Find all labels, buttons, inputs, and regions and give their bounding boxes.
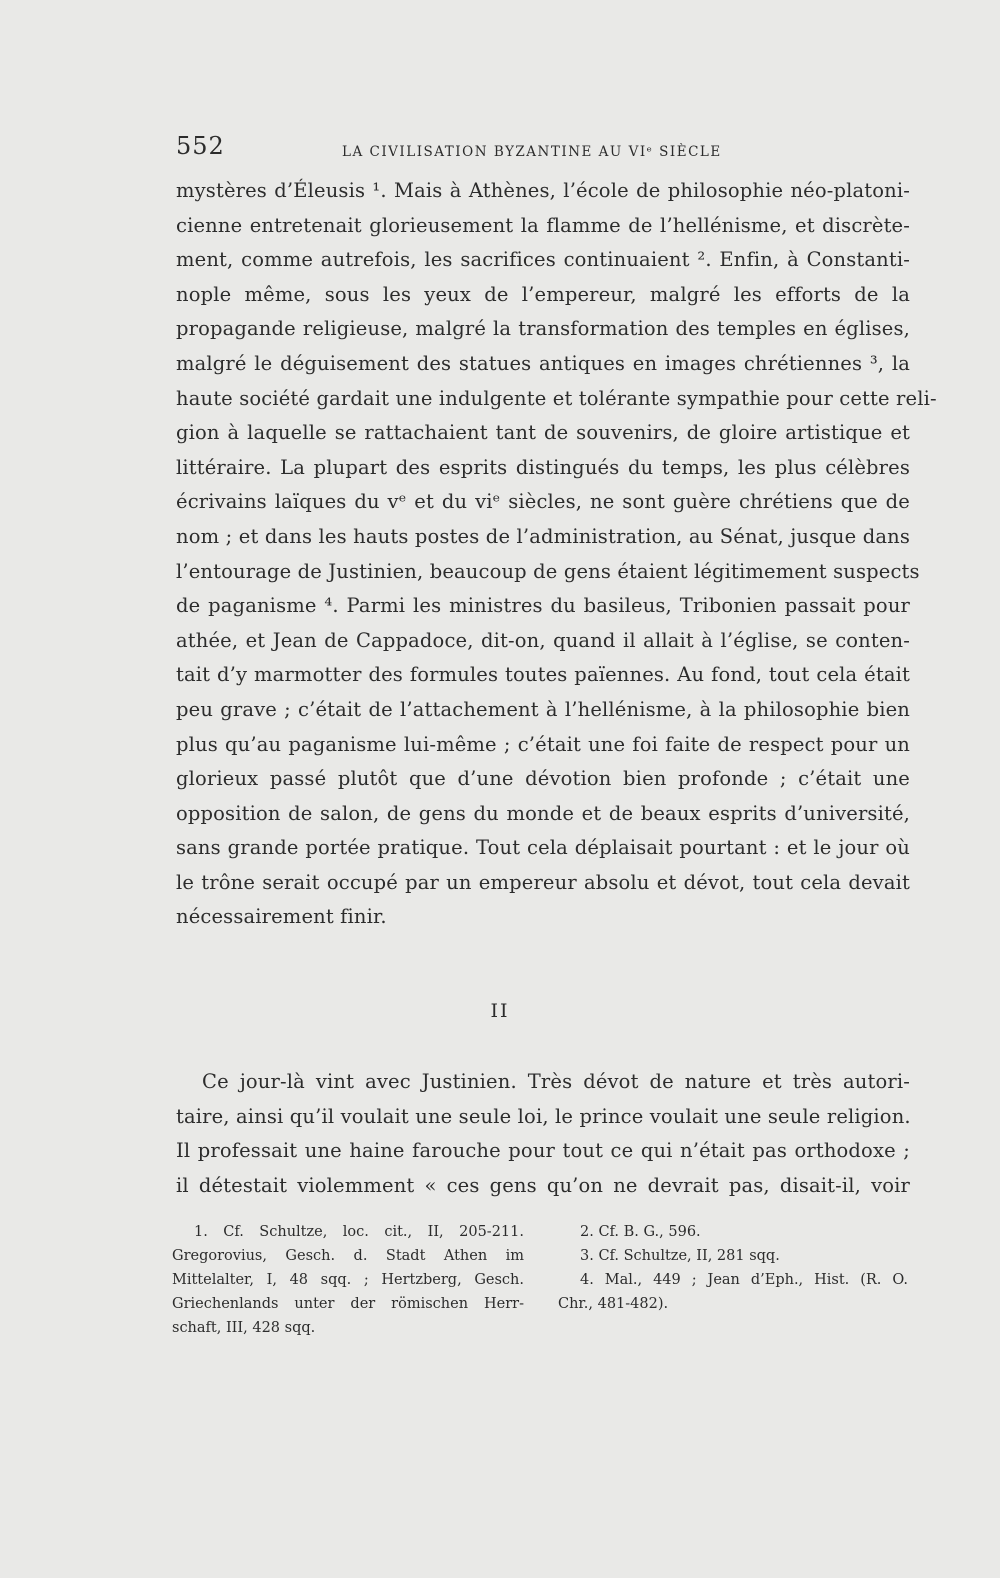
- text-line: cienne entretenait glorieusement la flamme de l’hellénisme, et discrète-: [176, 213, 910, 237]
- text-line: opposition de salon, de gens du monde et de beaux esprits d’université,: [176, 801, 910, 825]
- text-line: malgré le déguisement des statues antiques en images chrétiennes ³, la: [176, 351, 910, 375]
- text-line: ment, comme autrefois, les sacrifices continuaient ². Enfin, à Constanti-: [176, 248, 910, 272]
- text-line: l’entourage de Justinien, beaucoup de gens étaient légitimement suspects: [176, 559, 920, 583]
- text-line: de paganisme ⁴. Parmi les ministres du basileus, Tribonien passait pour: [176, 594, 910, 618]
- footnotes-left: [172, 1220, 524, 1340]
- footnote-line: 2. Cf. B. G., 596.: [580, 1224, 701, 1240]
- text-line: mystères d’Éleusis ¹. Mais à Athènes, l’école de philosophie néo-platoni-: [176, 179, 910, 202]
- text-line: nom ; et dans les hauts postes de l’administration, au Sénat, jusque dans: [176, 524, 910, 548]
- footnote-line: Chr., 481-482).: [558, 1296, 669, 1312]
- text-line: écrivains laïques du vᵉ et du viᵉ siècles, ne sont guère chrétiens que de: [176, 490, 910, 514]
- text-line: tait d’y marmotter des formules toutes païennes. Au fond, tout cela était: [176, 663, 910, 687]
- text-line: Ce jour-là vint avec Justinien. Très dévot de nature et très autori-: [202, 1070, 910, 1093]
- text-line: gion à laquelle se rattachaient tant de souvenirs, de gloire artistique et: [176, 421, 910, 445]
- footnote-line: Mittelalter, I, 48 sqq. ; Hertzberg, Gesch.: [172, 1272, 524, 1288]
- text-line: propagande religieuse, malgré la transformation des temples en églises,: [176, 317, 910, 341]
- page-number: 552: [176, 132, 225, 160]
- text-line: peu grave ; c’était de l’attachement à l’hellénisme, à la philosophie bien: [176, 697, 910, 721]
- text-line: plus qu’au paganisme lui-même ; c’était une foi faite de respect pour un: [176, 732, 910, 756]
- page-header: [176, 130, 756, 160]
- footnote-line: 1. Cf. Schultze, loc. cit., II, 205-211.: [194, 1224, 524, 1240]
- text-line: le trône serait occupé par un empereur absolu et dévot, tout cela devait: [176, 870, 910, 894]
- footnote-line: 4. Mal., 449 ; Jean d’Eph., Hist. (R. O.: [580, 1272, 908, 1288]
- paragraph-1: [176, 174, 937, 935]
- text-line: nople même, sous les yeux de l’empereur, malgré les efforts de la: [176, 282, 910, 306]
- text-line: glorieux passé plutôt que d’une dévotion bien profonde ; c’était une: [176, 767, 910, 791]
- text-line: littéraire. La plupart des esprits distingués du temps, les plus célèbres: [176, 455, 910, 479]
- footnote-line: schaft, III, 428 sqq.: [172, 1320, 316, 1336]
- text-line: sans grande portée pratique. Tout cela déplaisait pourtant : et le jour où: [176, 836, 910, 860]
- text-line: il détestait violemment « ces gens qu’on ne devrait pas, disait-il, voir: [176, 1173, 910, 1197]
- footnote-line: Griechenlands unter der römischen Herr-: [172, 1296, 524, 1312]
- text-line: athée, et Jean de Cappadoce, dit-on, quand il allait à l’église, se conten-: [176, 628, 910, 652]
- text-line: nécessairement finir.: [176, 905, 387, 929]
- text-line: haute société gardait une indulgente et tolérante sympathie pour cette reli-: [176, 386, 937, 410]
- text-line: Il professait une haine farouche pour tout ce qui n’était pas orthodoxe ;: [176, 1139, 910, 1163]
- running-title: LA CIVILISATION BYZANTINE AU VIᵉ SIÈCLE: [342, 144, 722, 160]
- footnote-line: Gregorovius, Gesch. d. Stadt Athen im: [172, 1248, 524, 1264]
- text-line: taire, ainsi qu’il voulait une seule loi, le prince voulait une seule religion.: [176, 1104, 911, 1128]
- section-heading: II: [490, 1000, 510, 1022]
- footnote-line: 3. Cf. Schultze, II, 281 sqq.: [580, 1248, 780, 1264]
- footnotes-right: [558, 1220, 908, 1316]
- paragraph-2: [176, 1065, 910, 1203]
